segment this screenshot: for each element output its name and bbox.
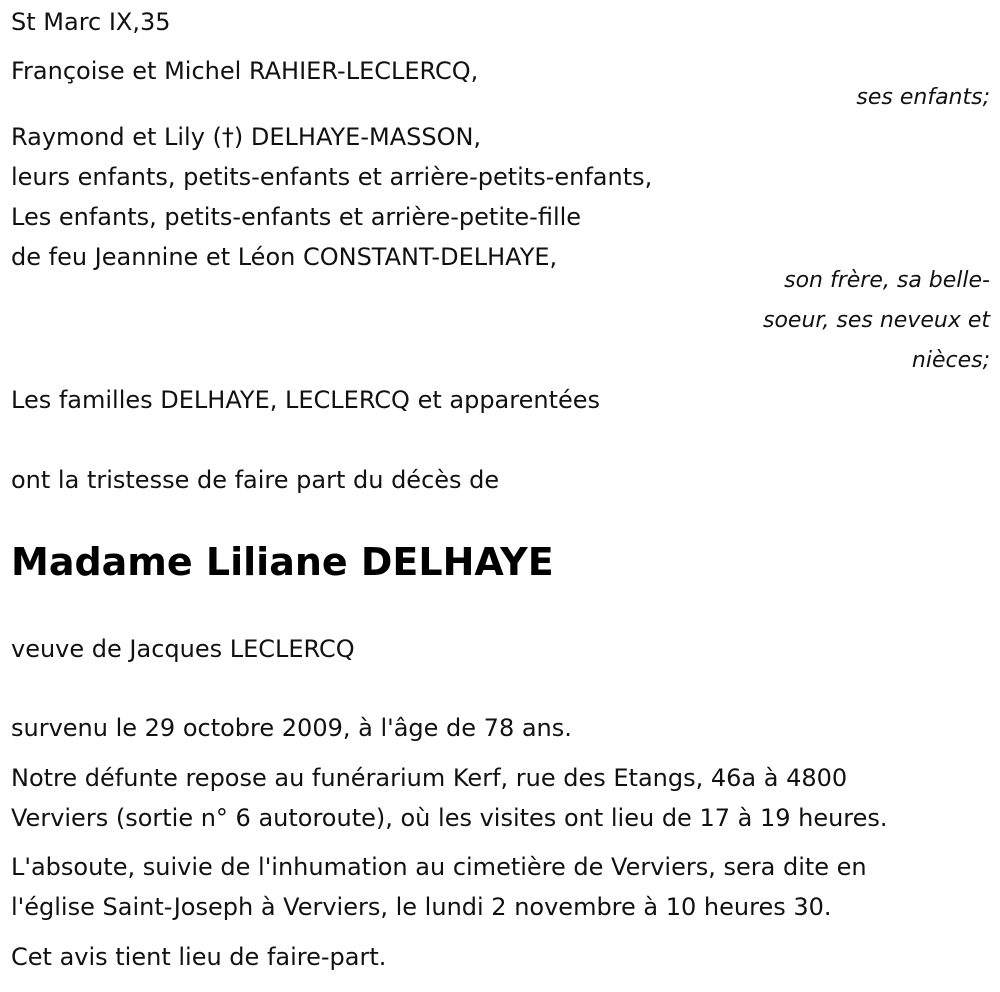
ceremony-line: L'absoute, suivie de l'inhumation au cimetière de Verviers, sera dite en	[11, 853, 867, 881]
family-line: Les familles DELHAYE, LECLERCQ et apparentées	[11, 386, 601, 414]
widow-of-text: veuve de Jacques LECLERCQ	[11, 635, 355, 663]
deceased-name: Madame Liliane DELHAYE	[11, 540, 554, 584]
family-line: Les enfants, petits-enfants et arrière-petite-fille	[11, 203, 582, 231]
family-line: de feu Jeannine et Léon CONSTANT-DELHAYE,	[11, 243, 558, 271]
bible-verse: St Marc IX,35	[11, 8, 171, 36]
repose-line: Verviers (sortie n° 6 autoroute), où les visites ont lieu de 17 à 19 heures.	[11, 804, 888, 832]
family-line: Françoise et Michel RAHIER-LECLERCQ,	[11, 57, 479, 85]
relation-label: son frère, sa belle-	[784, 268, 990, 293]
relation-label: soeur, ses neveux et	[762, 308, 990, 333]
repose-line: Notre défunte repose au funérarium Kerf, rue des Etangs, 46a à 4800	[11, 764, 848, 792]
death-details: survenu le 29 octobre 2009, à l'âge de 78 ans.	[11, 714, 572, 742]
closing-text: Cet avis tient lieu de faire-part.	[11, 943, 387, 971]
family-line: leurs enfants, petits-enfants et arrière-petits-enfants,	[11, 163, 653, 191]
announcement-text: ont la tristesse de faire part du décès de	[11, 466, 500, 494]
ceremony-line: l'église Saint-Joseph à Verviers, le lundi 2 novembre à 10 heures 30.	[11, 893, 832, 921]
relation-label: nièces;	[911, 348, 990, 373]
family-line: Raymond et Lily (†) DELHAYE-MASSON,	[11, 123, 482, 151]
relation-label: ses enfants;	[856, 85, 990, 110]
